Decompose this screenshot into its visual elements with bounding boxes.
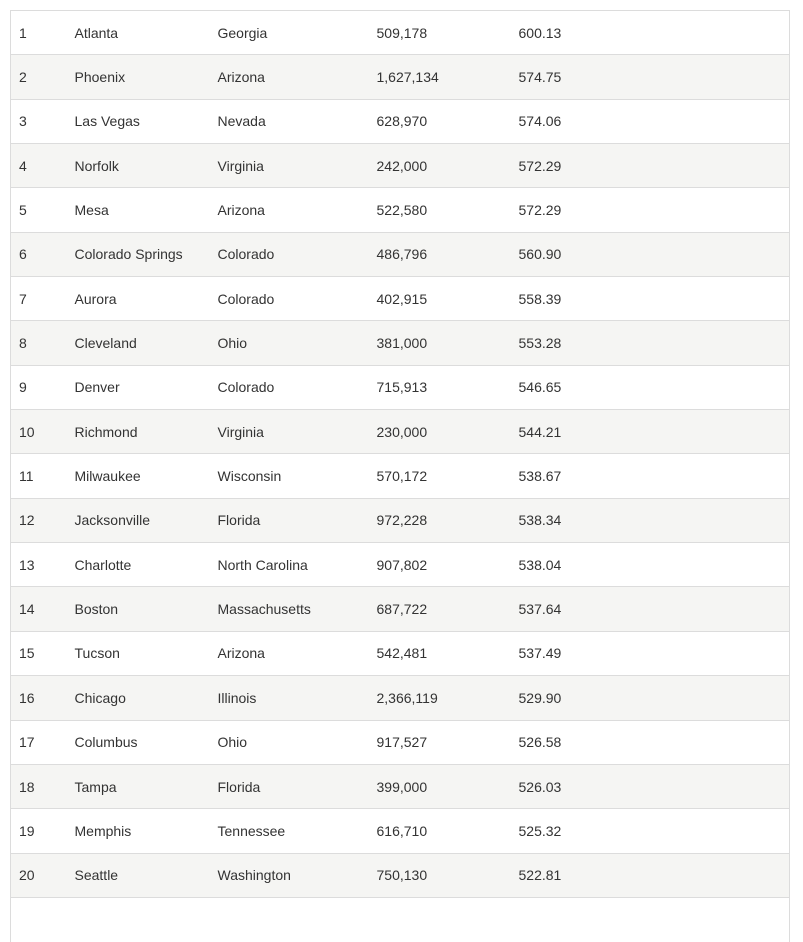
population-cell: 242,000 — [369, 144, 511, 188]
table-row — [11, 809, 790, 853]
table-row — [11, 365, 790, 409]
rank-cell: 17 — [11, 720, 67, 764]
state-cell: Ohio — [210, 720, 369, 764]
rank-cell: 15 — [11, 631, 67, 675]
rank-cell: 10 — [11, 410, 67, 454]
rank-cell: 14 — [11, 587, 67, 631]
population-cell: 616,710 — [369, 809, 511, 853]
city-cell: Las Vegas — [67, 99, 210, 143]
value-cell: 526.58 — [511, 720, 790, 764]
rank-cell: 4 — [11, 144, 67, 188]
value-cell: 558.39 — [511, 277, 790, 321]
table-row — [11, 543, 790, 587]
state-cell: Massachusetts — [210, 587, 369, 631]
value-cell: 574.75 — [511, 55, 790, 99]
state-cell: Georgia — [210, 11, 369, 55]
population-cell: 750,130 — [369, 853, 511, 897]
value-cell: 553.28 — [511, 321, 790, 365]
city-cell: Atlanta — [67, 11, 210, 55]
table-row — [11, 631, 790, 675]
value-cell: 537.64 — [511, 587, 790, 631]
table-row — [11, 676, 790, 720]
state-cell: Arizona — [210, 55, 369, 99]
table-row — [11, 853, 790, 897]
population-cell: 399,000 — [369, 764, 511, 808]
population-cell: 628,970 — [369, 99, 511, 143]
city-cell: Columbus — [67, 720, 210, 764]
population-cell: 907,802 — [369, 543, 511, 587]
table-row — [11, 587, 790, 631]
rank-cell: 18 — [11, 764, 67, 808]
city-cell: Mesa — [67, 188, 210, 232]
city-cell: Tucson — [67, 631, 210, 675]
table-row — [11, 55, 790, 99]
value-cell: 522.81 — [511, 853, 790, 897]
rank-cell: 20 — [11, 853, 67, 897]
city-cell: Colorado Springs — [67, 232, 210, 276]
city-cell: Norfolk — [67, 144, 210, 188]
table-row — [11, 232, 790, 276]
city-cell: Charlotte — [67, 543, 210, 587]
population-cell: 230,000 — [369, 410, 511, 454]
value-cell: 600.13 — [511, 11, 790, 55]
rank-cell: 5 — [11, 188, 67, 232]
city-cell: Milwaukee — [67, 454, 210, 498]
table-row — [11, 764, 790, 808]
value-cell: 546.65 — [511, 365, 790, 409]
table-body — [11, 11, 790, 942]
empty-cell — [67, 897, 210, 941]
city-table-container — [10, 10, 789, 942]
state-cell: Ohio — [210, 321, 369, 365]
state-cell: Arizona — [210, 188, 369, 232]
rank-cell: 12 — [11, 498, 67, 542]
table-row — [11, 720, 790, 764]
population-cell: 687,722 — [369, 587, 511, 631]
value-cell: 538.67 — [511, 454, 790, 498]
table-row — [11, 321, 790, 365]
empty-cell — [511, 897, 790, 941]
rank-cell: 11 — [11, 454, 67, 498]
state-cell: Washington — [210, 853, 369, 897]
population-cell: 486,796 — [369, 232, 511, 276]
state-cell: Illinois — [210, 676, 369, 720]
value-cell: 560.90 — [511, 232, 790, 276]
table-row — [11, 99, 790, 143]
city-cell: Denver — [67, 365, 210, 409]
value-cell: 574.06 — [511, 99, 790, 143]
state-cell: Wisconsin — [210, 454, 369, 498]
state-cell: Virginia — [210, 410, 369, 454]
city-cell: Seattle — [67, 853, 210, 897]
city-cell: Phoenix — [67, 55, 210, 99]
city-cell: Tampa — [67, 764, 210, 808]
table-row — [11, 498, 790, 542]
value-cell: 572.29 — [511, 144, 790, 188]
state-cell: Florida — [210, 764, 369, 808]
state-cell: North Carolina — [210, 543, 369, 587]
state-cell: Tennessee — [210, 809, 369, 853]
state-cell: Colorado — [210, 232, 369, 276]
population-cell: 972,228 — [369, 498, 511, 542]
empty-cell — [11, 897, 67, 941]
value-cell: 544.21 — [511, 410, 790, 454]
empty-cell — [210, 897, 369, 941]
city-cell: Boston — [67, 587, 210, 631]
population-cell: 542,481 — [369, 631, 511, 675]
population-cell: 570,172 — [369, 454, 511, 498]
state-cell: Nevada — [210, 99, 369, 143]
rank-cell: 3 — [11, 99, 67, 143]
rank-cell: 6 — [11, 232, 67, 276]
table-row — [11, 144, 790, 188]
table-row-partial — [11, 897, 790, 941]
table-row — [11, 188, 790, 232]
value-cell: 526.03 — [511, 764, 790, 808]
rank-cell: 8 — [11, 321, 67, 365]
state-cell: Virginia — [210, 144, 369, 188]
rank-cell: 7 — [11, 277, 67, 321]
city-cell: Cleveland — [67, 321, 210, 365]
value-cell: 538.34 — [511, 498, 790, 542]
rank-cell: 1 — [11, 11, 67, 55]
value-cell: 538.04 — [511, 543, 790, 587]
value-cell: 529.90 — [511, 676, 790, 720]
value-cell: 572.29 — [511, 188, 790, 232]
city-cell: Chicago — [67, 676, 210, 720]
state-cell: Florida — [210, 498, 369, 542]
city-cell: Jacksonville — [67, 498, 210, 542]
table-row — [11, 11, 790, 55]
rank-cell: 2 — [11, 55, 67, 99]
rank-cell: 9 — [11, 365, 67, 409]
table-row — [11, 454, 790, 498]
state-cell: Colorado — [210, 277, 369, 321]
population-cell: 509,178 — [369, 11, 511, 55]
population-cell: 402,915 — [369, 277, 511, 321]
rank-cell: 13 — [11, 543, 67, 587]
table-row — [11, 277, 790, 321]
population-cell: 917,527 — [369, 720, 511, 764]
city-cell: Richmond — [67, 410, 210, 454]
state-cell: Colorado — [210, 365, 369, 409]
state-cell: Arizona — [210, 631, 369, 675]
value-cell: 525.32 — [511, 809, 790, 853]
rank-cell: 16 — [11, 676, 67, 720]
table-row — [11, 410, 790, 454]
city-cell: Memphis — [67, 809, 210, 853]
population-cell: 715,913 — [369, 365, 511, 409]
population-cell: 381,000 — [369, 321, 511, 365]
population-cell: 2,366,119 — [369, 676, 511, 720]
city-table — [10, 10, 790, 942]
value-cell: 537.49 — [511, 631, 790, 675]
empty-cell — [369, 897, 511, 941]
population-cell: 1,627,134 — [369, 55, 511, 99]
population-cell: 522,580 — [369, 188, 511, 232]
rank-cell: 19 — [11, 809, 67, 853]
city-cell: Aurora — [67, 277, 210, 321]
